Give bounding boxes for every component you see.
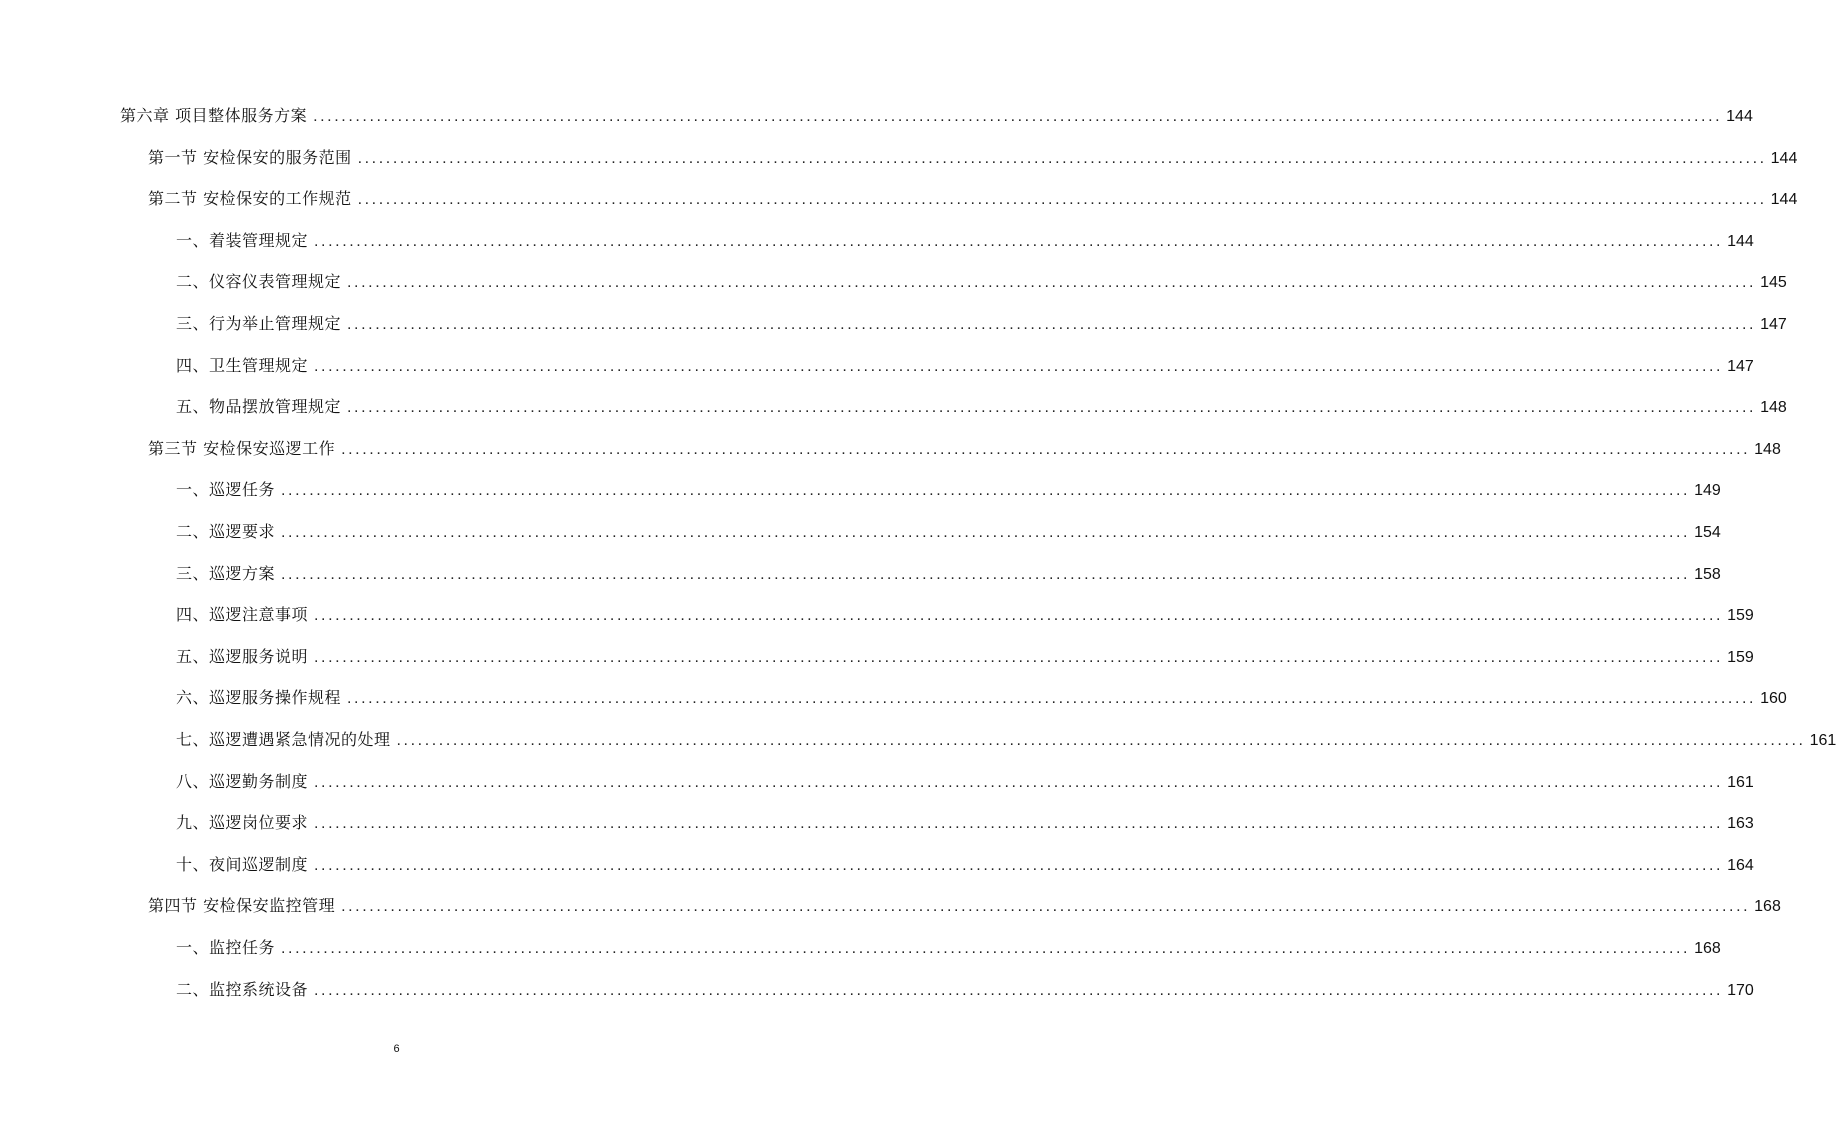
toc-entry[interactable] (176, 478, 1721, 502)
toc-entry[interactable] (176, 229, 1754, 253)
toc-entry-title: 七、巡逻遭遇紧急情况的处理 (176, 730, 391, 749)
toc-entry[interactable] (148, 437, 1781, 461)
toc-dot-leader: ........................................................................................................................................................................................................ (281, 524, 1691, 541)
toc-dot-leader: ........................................................................................................................................................................................................ (347, 690, 1757, 708)
toc-entry[interactable] (176, 686, 1787, 710)
toc-entry-page: 160 (1760, 690, 1787, 708)
toc-entry-title: 第六章 项目整体服务方案 (120, 106, 308, 125)
toc-entry[interactable] (176, 936, 1721, 960)
toc-entry[interactable] (176, 395, 1787, 419)
toc-entry[interactable] (176, 354, 1754, 378)
toc-entry-title: 五、物品摆放管理规定 (176, 397, 342, 417)
toc-entry[interactable] (148, 894, 1781, 918)
toc-entry-title: 四、巡逻注意事项 (176, 605, 309, 625)
toc-entry-title: 一、巡逻任务 (176, 480, 276, 500)
toc-dot-leader: ........................................................................................................................................................................................................ (314, 648, 1724, 666)
toc-entry-page: 144 (1726, 108, 1753, 125)
toc-entry-page: 163 (1727, 815, 1754, 833)
toc-entry-page: 164 (1727, 856, 1754, 874)
toc-dot-leader: ........................................................................................................................................................................................................ (281, 565, 1691, 583)
toc-entry-title: 第二节 安检保安的工作规范 (148, 189, 352, 209)
toc-entry[interactable] (148, 187, 1798, 211)
toc-entry-page: 161 (1727, 773, 1754, 791)
toc-dot-leader: ........................................................................................................................................................................................................ (357, 191, 1767, 209)
toc-entry-page: 145 (1760, 274, 1787, 292)
toc-entry-title: 六、巡逻服务操作规程 (176, 688, 342, 708)
toc-dot-leader: ........................................................................................................................................................................................................ (347, 399, 1757, 417)
toc-entry-page: 159 (1727, 648, 1754, 666)
toc-entry-page: 144 (1770, 191, 1798, 209)
toc-dot-leader: ........................................................................................................................................................................................................ (314, 856, 1724, 874)
toc-entry-page: 144 (1727, 232, 1754, 250)
toc-dot-leader: ........................................................................................................................................................................................................ (314, 232, 1724, 250)
toc-entry-page: 147 (1760, 316, 1787, 333)
toc-entry-title: 十、夜间巡逻制度 (176, 854, 309, 874)
toc-entry[interactable] (176, 562, 1721, 586)
toc-entry-title: 一、着装管理规定 (176, 230, 309, 250)
page-number: 6 (393, 1043, 400, 1055)
toc-dot-leader: ........................................................................................................................................................................................................ (357, 149, 1767, 167)
toc-entry-title: 二、巡逻要求 (176, 522, 276, 541)
toc-entry[interactable] (176, 603, 1754, 627)
toc-entry[interactable] (120, 104, 1753, 128)
toc-entry-title: 八、巡逻勤务制度 (176, 771, 309, 791)
toc-entry[interactable] (176, 645, 1754, 669)
toc-entry-title: 九、巡逻岗位要求 (176, 813, 309, 833)
toc-entry[interactable] (176, 312, 1787, 336)
toc-dot-leader: ........................................................................................................................................................................................................ (281, 940, 1691, 957)
toc-dot-leader: ........................................................................................................................................................................................................ (314, 607, 1724, 625)
toc-entry-title: 第三节 安检保安巡逻工作 (148, 438, 336, 458)
toc-dot-leader: ........................................................................................................................................................................................................ (347, 274, 1757, 292)
toc-entry-page: 170 (1727, 981, 1754, 999)
toc-entry-page: 147 (1727, 357, 1754, 375)
toc-dot-leader: ........................................................................................................................................................................................................ (281, 482, 1691, 500)
toc-entry-title: 第一节 安检保安的服务范围 (148, 147, 352, 167)
toc-entry-title: 第四节 安检保安监控管理 (148, 896, 336, 916)
toc-dot-leader: ........................................................................................................................................................................................................ (347, 316, 1757, 333)
toc-entry-page: 148 (1754, 440, 1781, 458)
toc-dot-leader: ........................................................................................................................................................................................................ (314, 815, 1724, 833)
toc-entry-page: 161 (1809, 732, 1836, 749)
toc-entry-page: 159 (1727, 607, 1754, 625)
toc-dot-leader: ........................................................................................................................................................................................................ (396, 732, 1806, 749)
toc-entry-page: 149 (1694, 482, 1721, 500)
toc-dot-leader: ........................................................................................................................................................................................................ (314, 773, 1724, 791)
toc-entry-title: 五、巡逻服务说明 (176, 646, 309, 666)
toc-dot-leader: ........................................................................................................................................................................................................ (341, 898, 1751, 916)
toc-entry-title: 三、巡逻方案 (176, 563, 276, 583)
toc-entry-title: 二、监控系统设备 (176, 979, 309, 999)
toc-entry-page: 158 (1694, 565, 1721, 583)
toc-entry-title: 三、行为举止管理规定 (176, 314, 342, 333)
toc-entry[interactable] (176, 811, 1754, 835)
toc-entry[interactable] (176, 728, 1836, 752)
toc-entry-page: 148 (1760, 399, 1787, 417)
toc-entry[interactable] (176, 853, 1754, 877)
toc-entry[interactable] (148, 146, 1798, 170)
toc-entry-title: 二、仪容仪表管理规定 (176, 272, 342, 292)
toc-entry[interactable] (176, 770, 1754, 794)
toc-entry[interactable] (176, 978, 1754, 1002)
toc-dot-leader: ........................................................................................................................................................................................................ (341, 440, 1751, 458)
toc-entry-page: 154 (1694, 524, 1721, 541)
toc-dot-leader: ........................................................................................................................................................................................................ (313, 108, 1723, 125)
toc-dot-leader: ........................................................................................................................................................................................................ (314, 357, 1724, 375)
toc-entry-page: 168 (1754, 898, 1781, 916)
toc-entry-title: 一、监控任务 (176, 938, 276, 957)
toc-dot-leader: ........................................................................................................................................................................................................ (314, 981, 1724, 999)
toc-entry[interactable] (176, 270, 1787, 294)
toc-entry[interactable] (176, 520, 1721, 544)
toc-entry-page: 168 (1694, 940, 1721, 957)
toc-entry-title: 四、卫生管理规定 (176, 355, 309, 375)
toc-entry-page: 144 (1770, 149, 1798, 167)
